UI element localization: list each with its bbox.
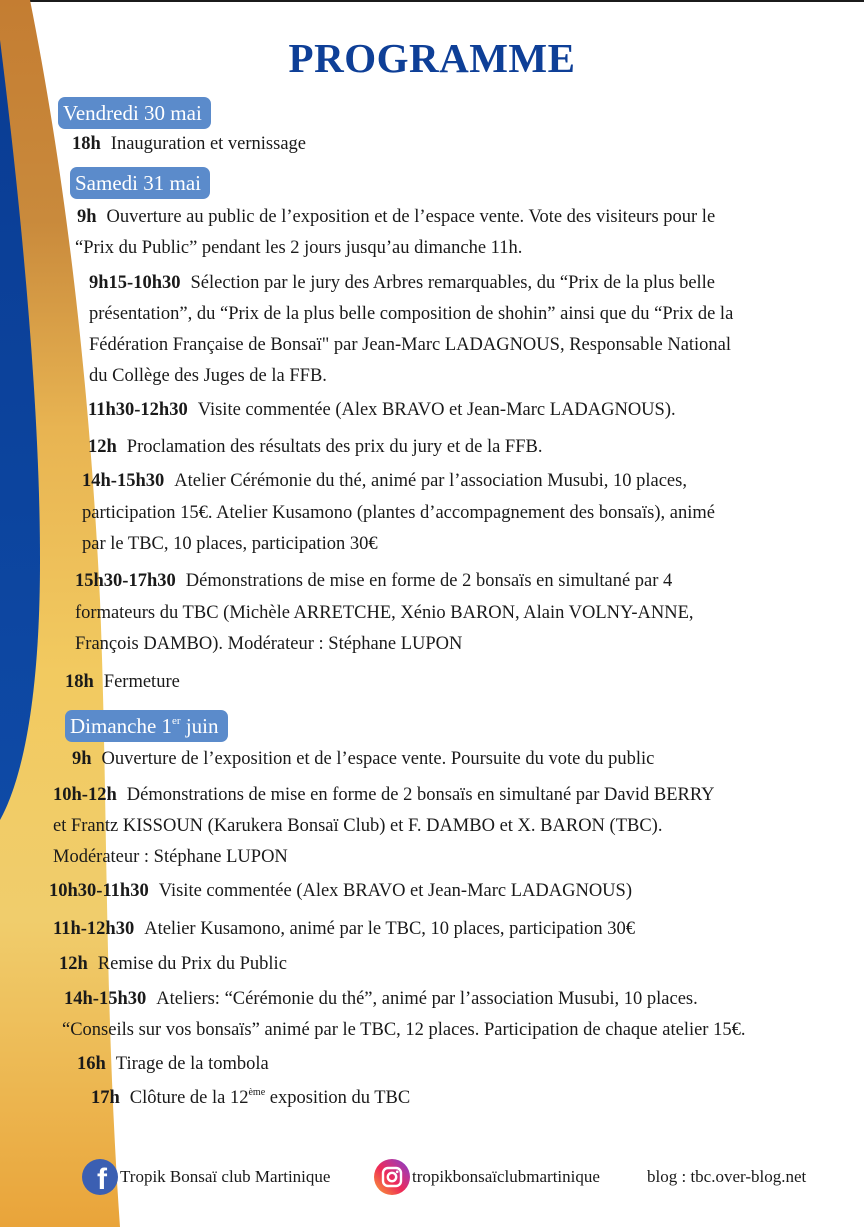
event-row — [49, 880, 632, 902]
day-label-end: juin — [180, 714, 219, 738]
day-label-superscript: er — [172, 715, 181, 727]
event-text: Fermeture — [103, 672, 180, 692]
event-time: 18h — [72, 134, 101, 154]
event-time: 15h30-17h30 — [75, 571, 176, 591]
event-text-line: par le TBC, 10 places, participation 30€ — [82, 534, 378, 554]
event-time: 14h-15h30 — [82, 471, 165, 491]
facebook-icon: f — [82, 1159, 118, 1195]
event-time: 16h — [77, 1054, 106, 1074]
event-row — [72, 133, 306, 155]
event-row — [53, 784, 715, 806]
event-row — [65, 671, 180, 693]
event-row — [88, 436, 542, 458]
footer-blog-link[interactable] — [647, 1162, 806, 1192]
event-text: Atelier Kusamono, animé par le TBC, 10 places, participation 30€ — [144, 919, 636, 939]
event-row — [53, 918, 635, 940]
page-title: PROGRAMME — [288, 35, 576, 81]
event-time: 12h — [88, 437, 117, 457]
event-text: Proclamation des résultats des prix du jury et de la FFB. — [126, 437, 543, 457]
event-text: Ouverture au public de l’exposition et de l’espace vente. Vote des visiteurs pour le — [106, 207, 716, 227]
event-row — [77, 206, 715, 228]
event-time: 14h-15h30 — [64, 989, 147, 1009]
day-header-sunday — [65, 710, 228, 742]
event-row — [64, 988, 698, 1010]
day-header-friday: Vendredi 30 mai — [58, 97, 211, 129]
event-text: Ateliers: “Cérémonie du thé”, animé par l’association Musubi, 10 places. — [156, 989, 698, 1009]
event-text-line: “Conseils sur vos bonsaïs” animé par le TBC, 12 places. Participation de chaque atelier 15€. — [62, 1020, 746, 1040]
event-text: Visite commentée (Alex BRAVO et Jean-Marc LADAGNOUS) — [158, 881, 632, 901]
event-time: 9h15-10h30 — [89, 273, 181, 293]
event-row — [88, 399, 676, 421]
event-text-line: “Prix du Public” pendant les 2 jours jusqu’au dimanche 11h. — [75, 238, 523, 258]
event-text-line: et Frantz KISSOUN (Karukera Bonsaï Club) et F. DAMBO et X. BARON (TBC). — [53, 816, 663, 836]
event-time: 9h — [77, 207, 97, 227]
event-row — [77, 1053, 269, 1075]
event-text: Atelier Cérémonie du thé, animé par l’association Musubi, 10 places, — [174, 471, 687, 491]
event-time: 9h — [72, 749, 92, 769]
blog-label: blog : tbc.over-blog.net — [647, 1167, 807, 1186]
footer-instagram-link[interactable] — [374, 1162, 600, 1192]
event-text: Inauguration et vernissage — [110, 134, 307, 154]
event-text-line: formateurs du TBC (Michèle ARRETCHE, Xénio BARON, Alain VOLNY-ANNE, — [75, 603, 694, 623]
event-text-line: du Collège des Juges de la FFB. — [89, 366, 327, 386]
event-row — [89, 272, 715, 294]
event-text-line: Modérateur : Stéphane LUPON — [53, 847, 288, 867]
event-text: Tirage de la tombola — [115, 1054, 269, 1074]
event-text: Sélection par le jury des Arbres remarquables, du “Prix de la plus belle — [190, 273, 716, 293]
instagram-icon — [374, 1159, 410, 1195]
event-text: Ouverture de l’exposition et de l’espace vente. Poursuite du vote du public — [101, 749, 655, 769]
event-text: Clôture de la 12 — [129, 1088, 249, 1108]
event-time: 10h-12h — [53, 785, 117, 805]
event-time: 18h — [65, 672, 94, 692]
event-text-end: exposition du TBC — [265, 1088, 411, 1108]
event-time: 12h — [59, 954, 88, 974]
event-text-line: participation 15€. Atelier Kusamono (plantes d’accompagnement des bonsaïs), animé — [82, 503, 715, 523]
instagram-label: tropikbonsaïclubmartinique — [412, 1167, 600, 1186]
event-time: 17h — [91, 1088, 120, 1108]
event-time: 10h30-11h30 — [49, 881, 149, 901]
event-row — [75, 570, 672, 592]
event-text-line: présentation”, du “Prix de la plus belle composition de shohin” ainsi que du “Prix de la — [89, 304, 734, 324]
day-label: Dimanche 1 — [70, 714, 173, 738]
event-text: Remise du Prix du Public — [97, 954, 287, 974]
event-row — [59, 953, 287, 975]
footer-facebook-link[interactable] — [82, 1162, 331, 1195]
day-header-saturday: Samedi 31 mai — [70, 167, 210, 199]
event-row — [91, 1087, 410, 1109]
event-row — [82, 470, 687, 492]
facebook-label: Tropik Bonsaï club Martinique — [120, 1167, 331, 1186]
event-row — [72, 748, 654, 770]
event-time: 11h30-12h30 — [88, 400, 188, 420]
event-text: Démonstrations de mise en forme de 2 bonsaïs en simultané par David BERRY — [126, 785, 715, 805]
event-text: Démonstrations de mise en forme de 2 bonsaïs en simultané par 4 — [185, 571, 673, 591]
event-text-superscript: ème — [248, 1087, 266, 1098]
event-text-line: François DAMBO). Modérateur : Stéphane LUPON — [75, 634, 463, 654]
event-text: Visite commentée (Alex BRAVO et Jean-Marc LADAGNOUS). — [197, 400, 676, 420]
event-text-line: Fédération Française de Bonsaï" par Jean-Marc LADAGNOUS, Responsable National — [89, 335, 732, 355]
event-time: 11h-12h30 — [53, 919, 135, 939]
